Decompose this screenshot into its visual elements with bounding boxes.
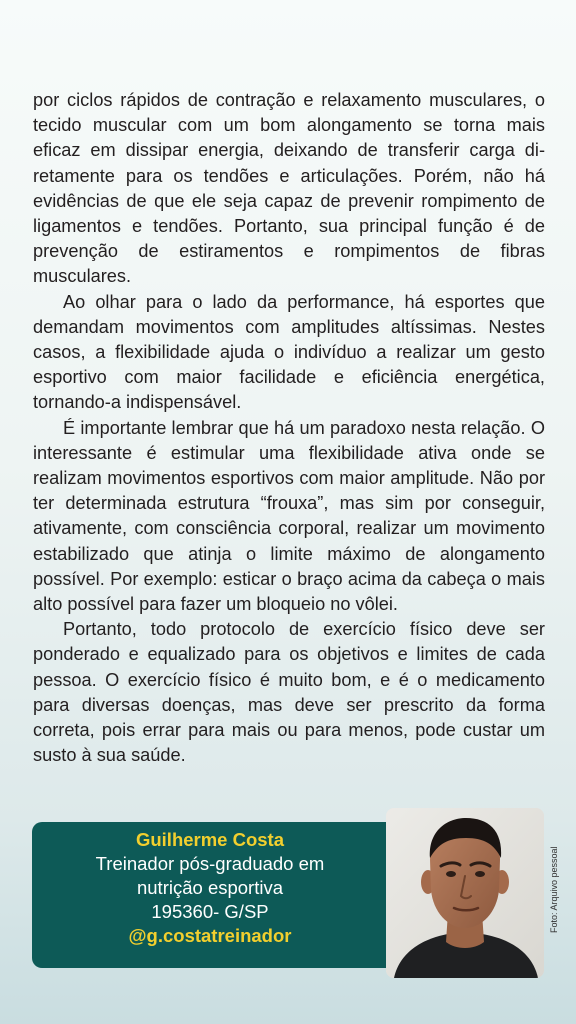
author-name: Guilherme Costa bbox=[135, 829, 285, 850]
article-paragraph-2: Ao olhar para o lado da performance, há esportes que demandam movimentos com amplitudes altíssimas. Nestes casos, a flexibilidade ajuda o indivíduo a realizar um gesto esportivo com maior facilidade e eficiência energética, tornando-a indispensável. bbox=[33, 291, 545, 413]
author-photo bbox=[386, 808, 544, 978]
article-paragraph-3: É importante lembrar que há um paradoxo nesta relação. O interessante é estimular uma flexibilidade ativa onde se realizam movimentos esportivos com maior amplitude. Não por ter determinada estrutura “frouxa”, mas sim por conseguir, ativamente, com consciência corporal, realizar um movimento estabilizado que atinja o limite máximo de alongamento possível. Por exemplo: esticar o braço acima da cabeça o mais alto possível para fazer um bloqueio no vôlei. bbox=[33, 417, 545, 615]
author-title-line-1: Treinador pós-graduado em bbox=[95, 853, 325, 874]
author-info-box bbox=[32, 822, 388, 968]
article-body bbox=[33, 88, 545, 768]
author-social-handle: @g.costatreinador bbox=[128, 925, 292, 946]
author-title-line-2: nutrição esportiva bbox=[136, 877, 284, 898]
article-paragraph-1: por ciclos rápidos de contração e relaxamento musculares, o tecido muscular com um bom alongamento se torna mais eficaz em dissipar energia, deixando de transferir carga diretamente para os tendões e articulações. Porém, não há evidências de que ele seja capaz de prevenir rompimento de ligamentos e tendões. Portanto, sua principal função é de prevenção de estiramentos e rompimentos de fibras musculares. bbox=[33, 90, 545, 287]
article-paragraph-4: Portanto, todo protocolo de exercício físico deve ser ponderado e equalizado para os objetivos e limites de cada pessoa. O exercício físico é muito bom, e é o medicamento para diversas doenças, mas deve ser prescrito da forma correta, pois errar para mais ou para menos, pode custar um susto à sua saúde. bbox=[33, 619, 545, 766]
author-portrait-illustration bbox=[386, 808, 544, 978]
author-registration: 195360- G/SP bbox=[151, 901, 269, 922]
photo-credit: Foto: Arquivo pessoal bbox=[549, 846, 559, 934]
